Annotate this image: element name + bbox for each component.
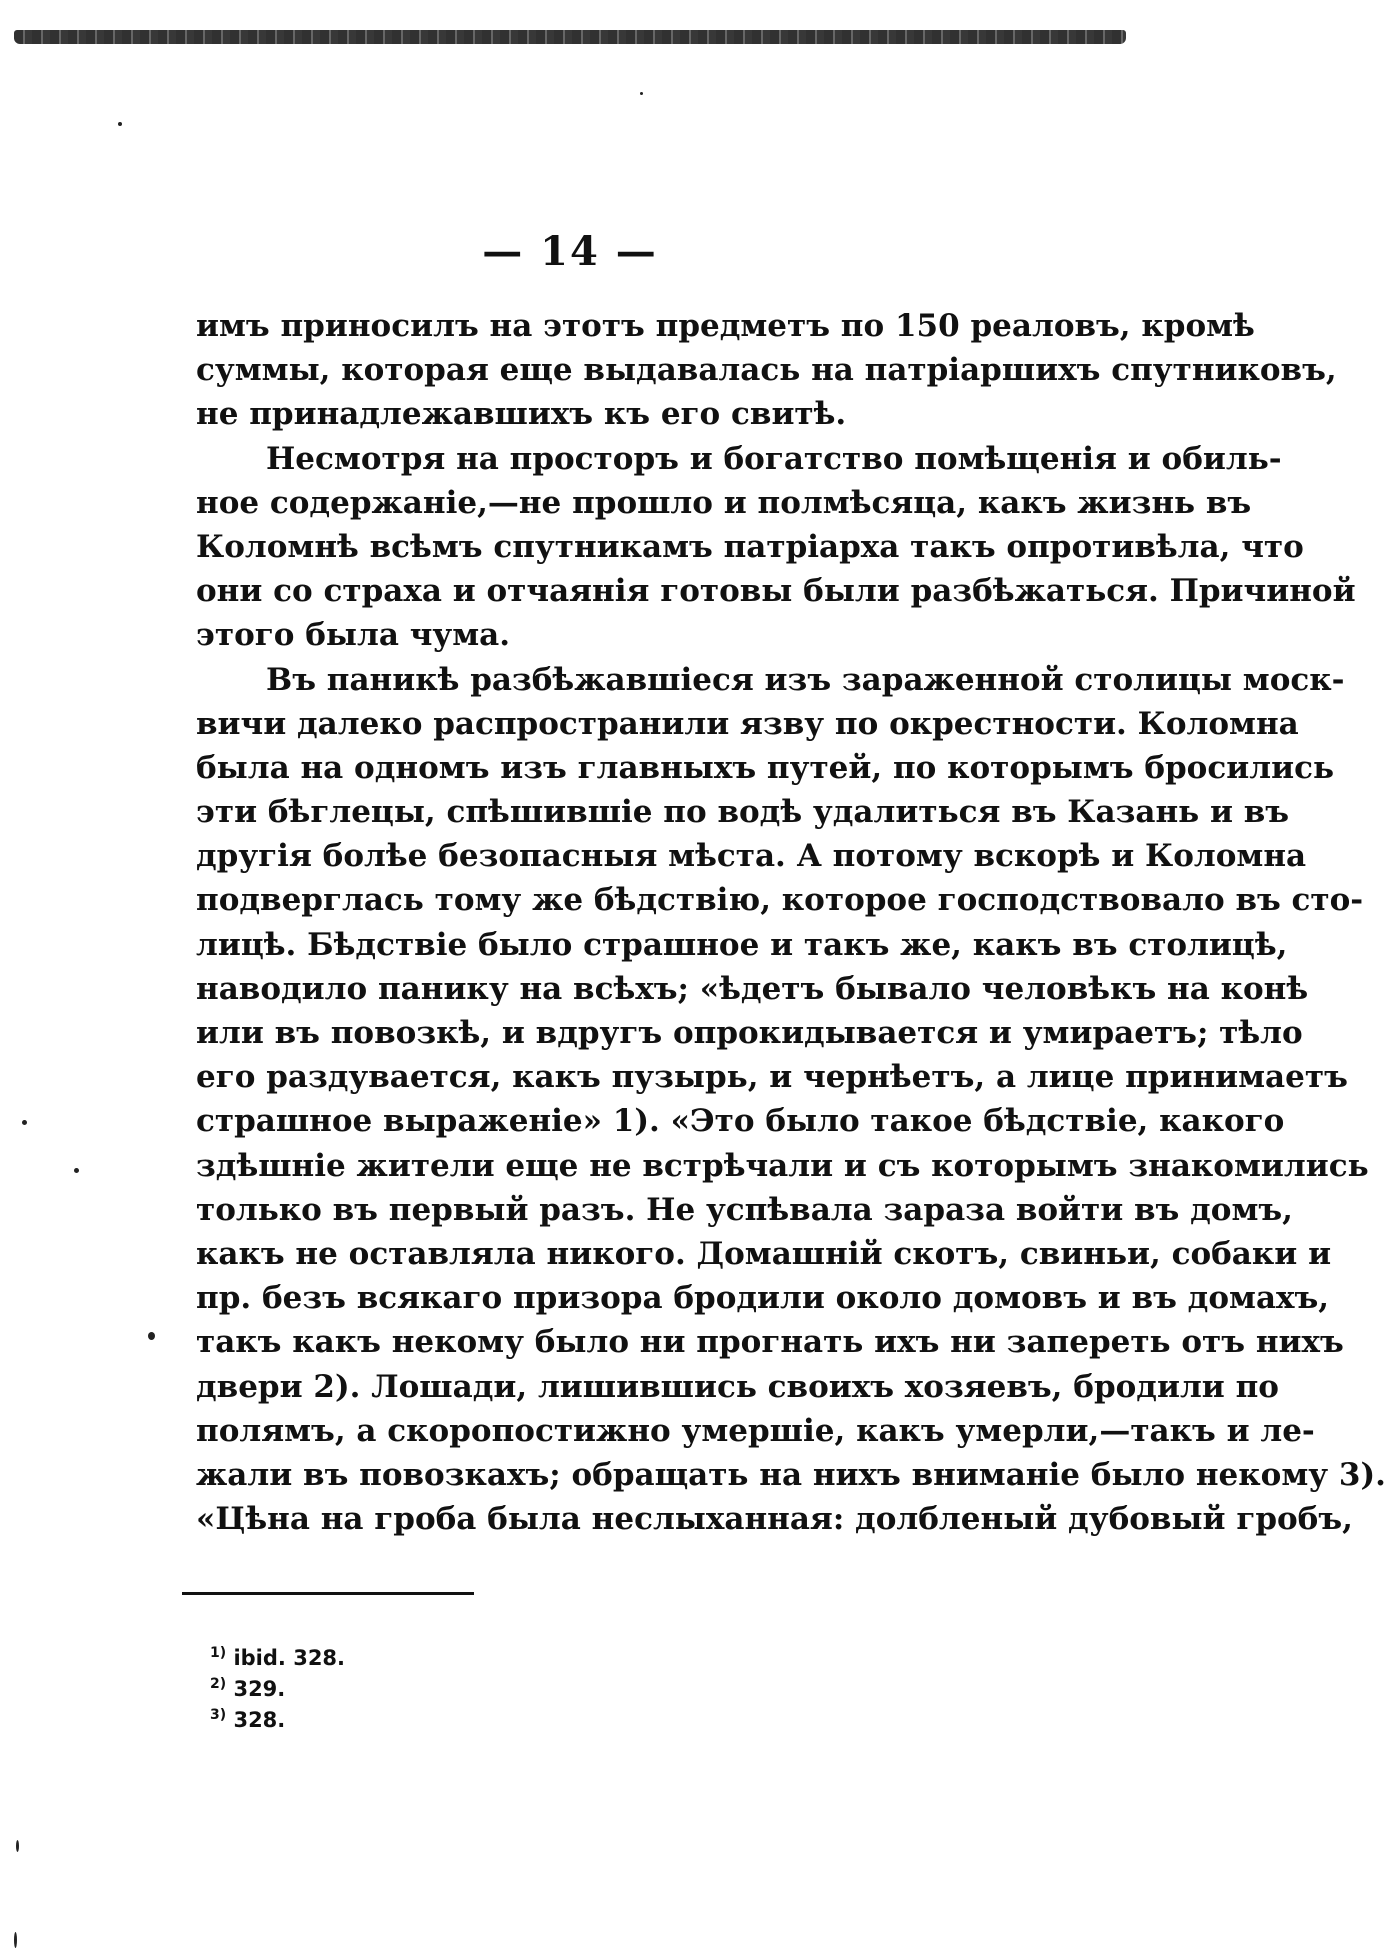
text-line: здѣшніе жители еще не встрѣчали и съ которымъ знакомились bbox=[196, 1147, 1369, 1184]
footnote bbox=[210, 1702, 345, 1733]
footnote bbox=[210, 1640, 345, 1671]
text-line: подверглась тому же бѣдствію, которое господствовало въ сто- bbox=[196, 882, 1364, 919]
text-line: этого была чума. bbox=[196, 617, 511, 654]
text-line: была на одномъ изъ главныхъ путей, по которымъ бросились bbox=[196, 749, 1334, 786]
speck bbox=[22, 1120, 27, 1125]
text-line: другія болѣе безопасныя мѣста. А потому вскорѣ и Коломна bbox=[196, 838, 1307, 875]
speck bbox=[640, 92, 643, 95]
text-line: страшное выраженіе» 1). «Это было такое бѣдствіе, какого bbox=[196, 1103, 1285, 1140]
paragraph-start: Несмотря на просторъ и богатство помѣщенія и обиль- bbox=[266, 440, 1282, 477]
body-text bbox=[196, 304, 1386, 1541]
text-line: эти бѣглецы, спѣшившіе по водѣ удалиться въ Казань и въ bbox=[196, 794, 1290, 831]
text-line: ное содержаніе,—не прошло и полмѣсяца, какъ жизнь въ bbox=[196, 484, 1252, 521]
speck bbox=[118, 122, 122, 126]
page-top-border bbox=[14, 30, 1126, 44]
footnote-text: 328. bbox=[233, 1708, 286, 1732]
text-line: пр. безъ всякаго призора бродили около домовъ и въ домахъ, bbox=[196, 1280, 1330, 1317]
text-line: Коломнѣ всѣмъ спутникамъ патріарха такъ опротивѣла, что bbox=[196, 528, 1304, 565]
footnote-text: ibid. 328. bbox=[233, 1646, 346, 1670]
text-line: суммы, которая еще выдавалась на патріаршихъ спутниковъ, bbox=[196, 352, 1337, 389]
text-line: наводило панику на всѣхъ; «ѣдетъ бывало человѣкъ на конѣ bbox=[196, 970, 1309, 1007]
text-line: полямъ, а скоропостижно умершіе, какъ умерли,—такъ и ле- bbox=[196, 1412, 1315, 1449]
footnote-rule bbox=[182, 1592, 474, 1595]
footnote-mark: 2) bbox=[210, 1676, 227, 1692]
text-line: его раздувается, какъ пузырь, и чернѣетъ, а лице принимаетъ bbox=[196, 1059, 1348, 1096]
text-line: «Цѣна на гроба была неслыханная: долбленый дубовый гробъ, bbox=[196, 1501, 1353, 1538]
text-line: не принадлежавшихъ къ его свитѣ. bbox=[196, 396, 847, 433]
footnote-text: 329. bbox=[233, 1677, 286, 1701]
speck bbox=[74, 1168, 79, 1173]
footnotes bbox=[210, 1640, 345, 1733]
text-line: такъ какъ некому было ни прогнать ихъ ни запереть отъ нихъ bbox=[196, 1324, 1344, 1361]
text-line: вичи далеко распространили язву по окрестности. Коломна bbox=[196, 705, 1299, 742]
speck bbox=[16, 1840, 19, 1852]
footnote-mark: 3) bbox=[210, 1707, 227, 1723]
text-line: или въ повозкѣ, и вдругъ опрокидывается и умираетъ; тѣло bbox=[196, 1015, 1303, 1051]
speck bbox=[148, 1332, 155, 1340]
text-line: какъ не оставляла никого. Домашній скотъ, свиньи, собаки и bbox=[196, 1235, 1332, 1272]
speck bbox=[14, 1932, 17, 1948]
text-line: они со страха и отчаянія готовы были разбѣжаться. Причиной bbox=[196, 573, 1356, 610]
text-line: только въ первый разъ. Не успѣвала зараза войти въ домъ, bbox=[196, 1191, 1293, 1228]
text-line: жали въ повозкахъ; обращать на нихъ вниманіе было некому 3). bbox=[196, 1456, 1386, 1493]
page-number: — 14 — bbox=[482, 228, 658, 275]
paragraph-start: Въ паникѣ разбѣжавшіеся изъ зараженной столицы моск- bbox=[266, 661, 1345, 698]
text-line: лицѣ. Бѣдствіе было страшное и такъ же, какъ въ столицѣ, bbox=[196, 926, 1288, 963]
text-line: двери 2). Лошади, лишившись своихъ хозяевъ, бродили по bbox=[196, 1368, 1279, 1405]
footnote bbox=[210, 1671, 345, 1702]
footnote-mark: 1) bbox=[210, 1645, 227, 1661]
text-line: имъ приносилъ на этотъ предметъ по 150 реаловъ, кромѣ bbox=[196, 308, 1255, 344]
